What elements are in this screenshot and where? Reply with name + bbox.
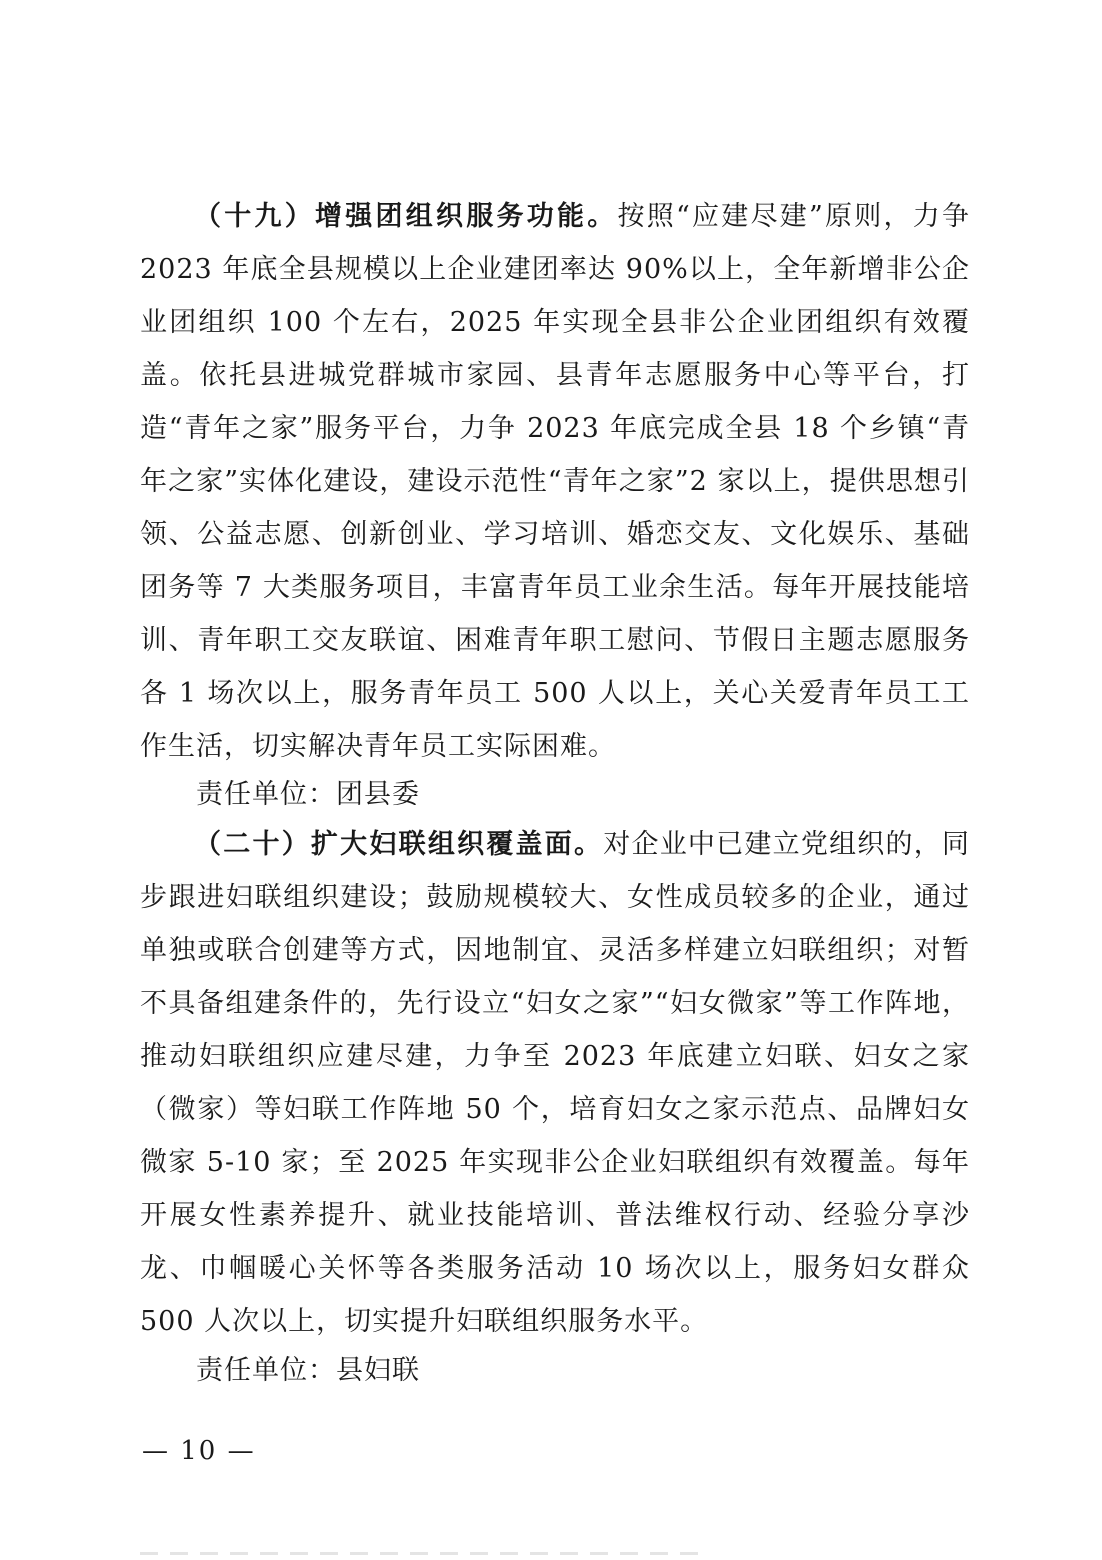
section-19 [140,190,970,773]
section-20-paragraph [140,818,970,1348]
scan-artifact-line [140,1552,700,1555]
page-number: — 10 — [142,1436,256,1466]
section-20-responsible-unit: 责任单位：县妇联 [196,1355,420,1386]
section-20-heading: （二十）扩大妇联组织覆盖面。 [194,829,604,860]
section-20-body: 对企业中已建立党组织的，同步跟进妇联组织建设；鼓励规模较大、女性成员较多的企业，通过单独或联合创建等方式，因地制宜、灵活多样建立妇联组织；对暂不具备组建条件的，先行设立“妇女之家”“妇女微家”等工作阵地，推动妇联组织应建尽建，力争至 2023 年底建立妇联、妇女之家（微家）等妇联工作阵地 50 个，培育妇女之家示范点、品牌妇女微家 5-10 家；至 2025 年实现非公企业妇联组织有效覆盖。每年开展女性素养提升、就业技能培训、普法维权行动、经验分享沙龙、巾帼暖心关怀等各类服务活动 10 场次以上，服务妇女群众 500 人次以上，切实提升妇联组织服务水平。 [140,829,971,1337]
section-20 [140,818,970,1348]
section-19-body: 按照“应建尽建”原则，力争2023 年底全县规模以上企业建团率达 90%以上，全年新增非公企业团组织 100 个左右，2025 年实现全县非公企业团组织有效覆盖。依托县进城党群城市家园、县青年志愿服务中心等平台，打造“青年之家”服务平台，力争 2023 年底完成全县 18 个乡镇“青年之家”实体化建设，建设示范性“青年之家”2 家以上，提供思想引领、公益志愿、创新创业、学习培训、婚恋交友、文化娱乐、基础团务等 7 大类服务项目，丰富青年员工业余生活。每年开展技能培训、青年职工交友联谊、困难青年职工慰问、节假日主题志愿服务各 1 场次以上，服务青年员工 500 人以上，关心关爱青年员工工作生活，切实解决青年员工实际困难。 [140,201,971,762]
section-19-responsible-unit: 责任单位：团县委 [196,779,420,810]
section-19-paragraph [140,190,970,773]
section-19-heading: （十九）增强团组织服务功能。 [194,201,618,232]
